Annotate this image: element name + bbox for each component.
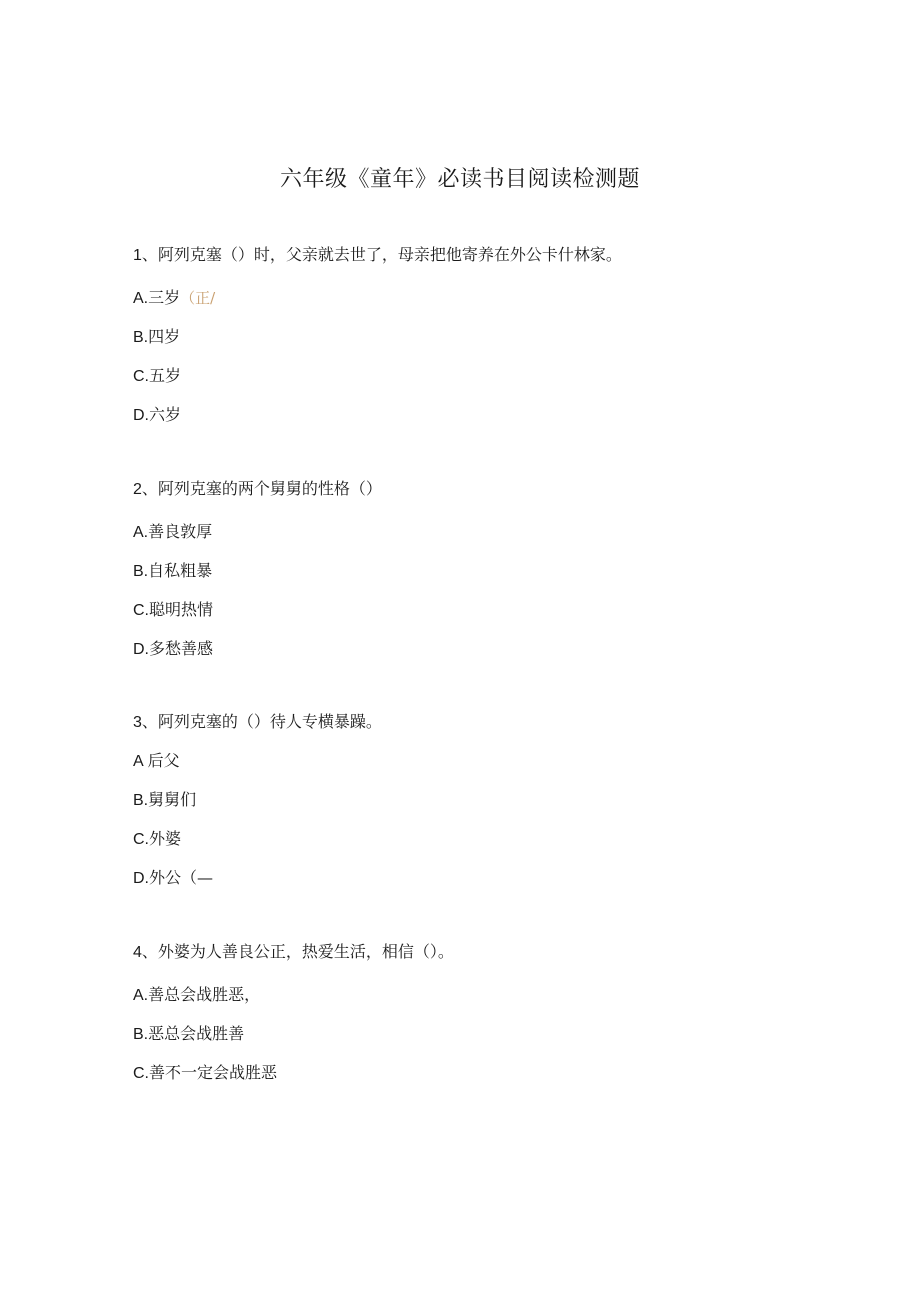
option-text: 外婆	[149, 829, 182, 848]
option-text: 后父	[147, 751, 180, 770]
option-letter: A.	[133, 524, 149, 541]
page-title: 六年级《童年》必读书目阅读检测题	[279, 167, 640, 192]
option-letter: D.	[133, 641, 149, 658]
question-number: 1、	[133, 247, 158, 264]
question-number: 3、	[133, 714, 158, 731]
question-2-option-a	[133, 522, 212, 543]
question-1-option-c	[133, 366, 181, 387]
question-number: 4、	[133, 944, 158, 961]
option-letter: B.	[133, 1026, 149, 1043]
option-text: 三岁	[148, 288, 181, 307]
question-4-option-b	[133, 1024, 244, 1045]
question-4-option-c	[133, 1063, 277, 1084]
question-2-option-b	[133, 561, 212, 582]
option-text: 恶总会战胜善	[148, 1024, 245, 1043]
option-letter: B.	[133, 329, 149, 346]
option-text: 自私粗暴	[148, 561, 213, 580]
question-2-option-c	[133, 600, 213, 621]
question-2	[133, 479, 382, 500]
option-letter: C.	[133, 1065, 149, 1082]
question-text: 阿列克塞（）时，父亲就去世了，母亲把他寄养在外公卡什林家。	[157, 245, 622, 264]
option-letter: C.	[133, 831, 149, 848]
option-text: 善总会战胜恶，	[148, 985, 261, 1004]
option-letter: C.	[133, 602, 149, 619]
answer-annotation: （正/	[180, 289, 216, 307]
option-text: 善不一定会战胜恶	[149, 1063, 278, 1082]
question-1	[133, 245, 622, 266]
question-text: 外婆为人善良公正，热爱生活，相信（）。	[157, 942, 454, 961]
option-text: 五岁	[149, 366, 182, 385]
option-letter: D.	[133, 870, 149, 887]
question-1-option-a	[133, 288, 215, 309]
option-text: 善良敦厚	[148, 522, 213, 541]
option-letter: B.	[133, 563, 149, 580]
option-letter: A.	[133, 987, 149, 1004]
question-1-option-d	[133, 405, 181, 426]
option-letter: D.	[133, 407, 149, 424]
option-text: 舅舅们	[148, 790, 197, 809]
question-2-option-d	[133, 639, 213, 660]
question-3	[133, 712, 382, 733]
option-text: 多愁善感	[149, 639, 214, 658]
question-3-option-a	[133, 751, 180, 772]
option-text: 四岁	[148, 327, 181, 346]
option-text: 外公（—	[149, 868, 214, 887]
question-4-option-a	[133, 985, 260, 1006]
question-text: 阿列克塞的两个舅舅的性格（）	[157, 479, 382, 498]
question-3-option-d	[133, 868, 213, 889]
option-letter: A	[133, 753, 144, 770]
question-3-option-c	[133, 829, 181, 850]
question-4	[133, 942, 454, 963]
option-letter: A.	[133, 290, 149, 307]
question-1-option-b	[133, 327, 180, 348]
question-text: 阿列克塞的（）待人专横暴躁。	[157, 712, 382, 731]
option-letter: B.	[133, 792, 149, 809]
option-text: 聪明热情	[149, 600, 214, 619]
option-text: 六岁	[149, 405, 182, 424]
question-number: 2、	[133, 481, 158, 498]
question-3-option-b	[133, 790, 196, 811]
option-letter: C.	[133, 368, 149, 385]
